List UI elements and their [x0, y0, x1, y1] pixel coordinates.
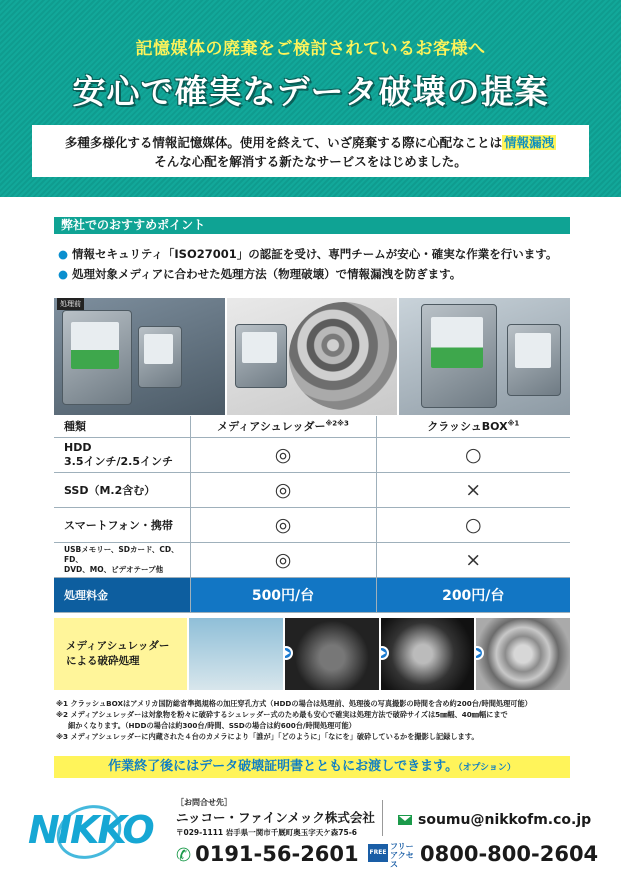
- table-header: [54, 416, 570, 437]
- divider: [382, 800, 383, 836]
- intro-text-line2: そんな心配を解消する新たなサービスをはじめました。: [154, 154, 467, 169]
- company-name: ニッコー・ファインメック株式会社: [176, 810, 375, 825]
- intro-highlight: 情報漏洩: [504, 135, 555, 150]
- cross-icon: ×: [376, 542, 570, 577]
- comparison-table: [54, 416, 570, 613]
- circle-icon: ○: [376, 507, 570, 542]
- bullet-icon: ●: [58, 247, 73, 261]
- hero-headline: 安心で確実なデータ破壊の提案: [72, 72, 549, 111]
- table-row: USBメモリー、SDカード、CD、FD、 DVD、MO、ビデオテープ他 ◎ ×: [54, 542, 570, 577]
- hdd-icon: [507, 324, 561, 396]
- contact-heading: ［お問合せ先］: [176, 798, 232, 807]
- price-row: [54, 577, 570, 612]
- phone-number[interactable]: ✆ 0191-56-2601: [176, 842, 359, 866]
- points-heading: 弊社でのおすすめポイント: [54, 217, 570, 234]
- table-row: HDD 3.5インチ/2.5インチ ◎ ○: [54, 437, 570, 472]
- email-link[interactable]: soumu@nikkofm.co.jp: [418, 812, 592, 828]
- photo-before-processing: [54, 298, 225, 415]
- free-access-icon: FREE フリー アクセス: [369, 842, 414, 869]
- footnote: ※3 メディアシュレッダーに内蔵された４台のカメラにより「誰が」「どのように」「なにを」破砕しているかを撮影し記録します。: [56, 732, 479, 741]
- photo-shredded-media: [227, 298, 398, 415]
- nikko-logo: NIKKO: [28, 808, 153, 852]
- mail-icon: [398, 815, 412, 825]
- price-crush: 200円/台: [376, 577, 570, 612]
- bullet-icon: ●: [58, 267, 73, 281]
- camera-frame: [285, 618, 379, 690]
- free-dial-number[interactable]: FREE フリー アクセス 0800-800-2604: [369, 842, 599, 869]
- double-circle-icon: ◎: [190, 542, 376, 577]
- hdd-icon: [421, 304, 497, 408]
- hero-subhead: 記憶媒体の廃棄をご検討されているお客様へ: [135, 39, 486, 59]
- price-label: 処理料金: [54, 577, 190, 612]
- shredded-fragments: [289, 302, 398, 410]
- photo-crushed-media: [399, 298, 570, 415]
- footnote: ※2 メディアシュレッダーは対象物を粉々に破砕するシュレッダー式のため最も安心で確実は処理方法で破砕サイズは5㎜幅、40㎜幅にまで: [56, 710, 508, 719]
- shredder-machine-photo: [189, 618, 283, 690]
- intro-box: [32, 125, 589, 177]
- cross-icon: ×: [376, 472, 570, 507]
- before-tag: 処理前: [57, 298, 84, 310]
- price-shredder: 500円/台: [190, 577, 376, 612]
- footnote: 細かくなります。（HDDの場合は約300台/時間、SSDの場合は約600台/時間処理可能）: [68, 721, 356, 730]
- play-icon: [285, 646, 293, 660]
- footnotes: [56, 698, 596, 742]
- strip-label: メディアシュレッダー による破砕処理: [54, 618, 187, 690]
- phone-icon: ✆: [176, 845, 192, 866]
- intro-text: 多種多様化する情報記憶媒体。使用を終えて、いざ廃棄する際に心配なことは: [64, 135, 503, 150]
- hdd-icon: [235, 324, 287, 388]
- table-row: スマートフォン・携帯 ◎ ○: [54, 507, 570, 542]
- point-item: ● 処理対象メディアに合わせた処理方法（物理破壊）で情報漏洩を防ぎます。: [58, 267, 462, 281]
- footnote: ※1 クラッシュBOXはアメリカ国防総省準拠規格の加圧穿孔方式（HDDの場合は処理前、処理後の写真撮影の時間を含め約200台/時間処理可能）: [56, 699, 532, 708]
- hdd-icon: [62, 310, 132, 405]
- circle-icon: ○: [376, 437, 570, 472]
- certificate-banner: 作業終了後にはデータ破壊証明書とともにお渡しできます。（オプション）: [54, 756, 570, 778]
- double-circle-icon: ◎: [190, 472, 376, 507]
- hdd-icon: [138, 326, 182, 388]
- play-icon: [381, 646, 389, 660]
- camera-frame: [381, 618, 475, 690]
- shredding-video-strip: [54, 618, 570, 690]
- camera-frame: [476, 618, 570, 690]
- table-row: SSD（M.2含む） ◎ ×: [54, 472, 570, 507]
- point-item: ● 情報セキュリティ「ISO27001」の認証を受け、専門チームが安心・確実な作業を行います。: [58, 247, 558, 261]
- col-type: 種類: [54, 416, 190, 437]
- double-circle-icon: ◎: [190, 437, 376, 472]
- media-photo-row: [54, 298, 570, 415]
- company-address: 〒029-1111 岩手県一関市千厩町奥玉字天ケ森75-6: [176, 828, 358, 837]
- col-shredder: メディアシュレッダー$^{※2※3}$: [190, 416, 376, 437]
- double-circle-icon: ◎: [190, 507, 376, 542]
- col-crush: クラッシュBOX$^{※1}$: [376, 416, 570, 437]
- play-icon: [476, 646, 484, 660]
